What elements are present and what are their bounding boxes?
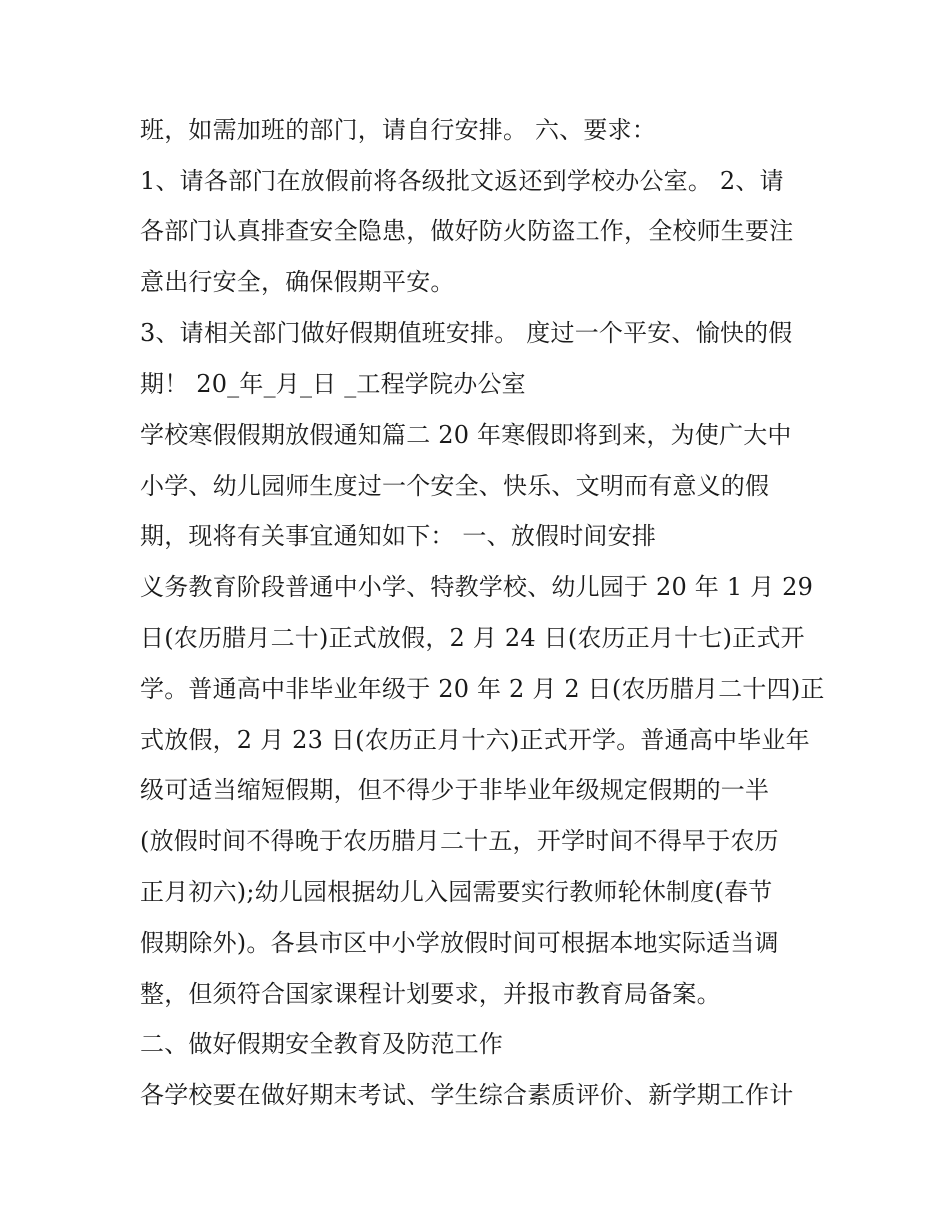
section-heading: 二、做好假期安全教育及防范工作 <box>140 1030 503 1058</box>
text-line-20: 各学校要在做好期末考试、学生综合素质评价、新学期工作计 <box>140 1081 794 1109</box>
text-line-11: 日(农历腊月二十)正式放假，2 月 24 日(农历正月十七)正式开 <box>140 624 805 652</box>
text-line-6: 期！ 20_年_月_日 _工程学院办公室 <box>140 370 526 398</box>
text-line-8: 小学、幼儿园师生度过一个安全、快乐、文明而有意义的假 <box>140 472 770 500</box>
text-line-12: 学。普通高中非毕业年级于 20 年 2 月 2 日(农历腊月二十四)正 <box>140 675 825 703</box>
text-line-7: 学校寒假假期放假通知篇二 20 年寒假即将到来，为使广大中 <box>140 421 792 449</box>
text-line-9: 期，现将有关事宜通知如下： 一、放假时间安排 <box>140 522 657 550</box>
text-line-10: 义务教育阶段普通中小学、特教学校、幼儿园于 20 年 1 月 29 <box>140 573 814 601</box>
text-line-17: 假期除外)。各县市区中小学放假时间可根据本地实际适当调 <box>140 929 779 957</box>
text-line-16: 正月初六);幼儿园根据幼儿入园需要实行教师轮休制度(春节 <box>140 878 773 906</box>
text-line-13: 式放假，2 月 23 日(农历正月十六)正式开学。普通高中毕业年 <box>140 726 810 754</box>
text-line-4: 意出行安全，确保假期平安。 <box>140 268 455 296</box>
text-line-14: 级可适当缩短假期，但不得少于非毕业年级规定假期的一半 <box>140 776 770 804</box>
text-line-2: 1、请各部门在放假前将各级批文返还到学校办公室。 2、请 <box>140 167 784 195</box>
text-line-3: 各部门认真排查安全隐患，做好防火防盗工作，全校师生要注 <box>140 217 794 245</box>
text-line-1: 班，如需加班的部门，请自行安排。 六、要求： <box>140 116 657 144</box>
text-line-15: (放假时间不得晚于农历腊月二十五，开学时间不得早于农历 <box>140 827 779 855</box>
text-line-5: 3、请相关部门做好假期值班安排。 度过一个平安、愉快的假 <box>140 319 793 347</box>
text-line-18: 整，但须符合国家课程计划要求，并报市教育局备案。 <box>140 980 721 1008</box>
